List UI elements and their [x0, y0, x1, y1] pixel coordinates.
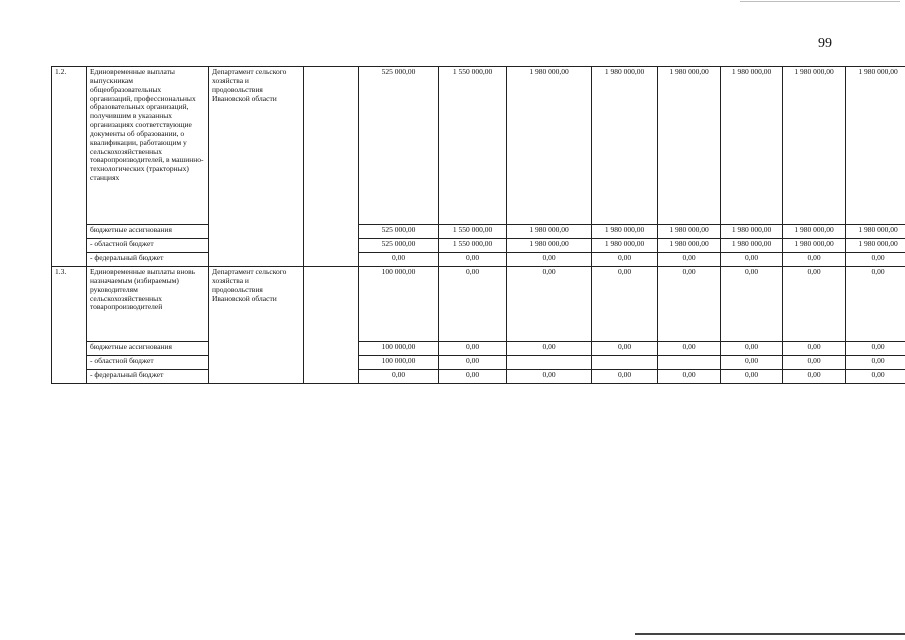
- subrow-label: бюджетные ассигнования: [87, 225, 209, 239]
- value-cell: 0,00: [507, 370, 592, 384]
- subrow-label: - областной бюджет: [87, 239, 209, 253]
- row-code: 1.2.: [52, 67, 87, 267]
- value-cell: 525 000,00: [359, 239, 439, 253]
- value-cell: 0,00: [658, 342, 721, 356]
- value-cell: 0,00: [846, 253, 905, 267]
- subrow-label: - федеральный бюджет: [87, 370, 209, 384]
- value-cell: 0,00: [439, 370, 507, 384]
- value-cell: 0,00: [846, 342, 905, 356]
- value-cell: 1 980 000,00: [721, 239, 783, 253]
- value-cell: [592, 356, 658, 370]
- value-cell: 1 980 000,00: [592, 225, 658, 239]
- value-cell: 1 550 000,00: [439, 67, 507, 225]
- value-cell: 0,00: [846, 267, 905, 342]
- value-cell: 0,00: [658, 267, 721, 342]
- row-name: Единовременные выплаты выпускникам общеобразовательных организаций, профессиональных образовательных организаций, получившим в указанных организациях соответствующие документы об образовании, о квалификации, работающим у сельскохозяйственных товаропроизводителей, в машинно-технологических (тракторных) станциях: [87, 67, 209, 225]
- page-number: 99: [818, 36, 832, 51]
- row-name: Единовременные выплаты вновь назначаемым (избираемым) руководителям сельскохозяйственных товаропроизводителей: [87, 267, 209, 342]
- value-cell: 0,00: [721, 267, 783, 342]
- value-cell: 525 000,00: [359, 225, 439, 239]
- value-cell: 1 550 000,00: [439, 225, 507, 239]
- value-cell: 0,00: [846, 356, 905, 370]
- value-cell: 0,00: [721, 370, 783, 384]
- table-row-1-2: [52, 67, 905, 225]
- table-subrow: [52, 342, 905, 356]
- row-executor: Департамент сельского хозяйства и продовольствия Ивановской области: [209, 267, 304, 384]
- value-cell: 0,00: [658, 253, 721, 267]
- table-row-1-3: [52, 267, 905, 342]
- value-cell: 1 980 000,00: [592, 67, 658, 225]
- value-cell: 0,00: [783, 356, 846, 370]
- value-cell: 0,00: [846, 370, 905, 384]
- value-cell: 1 980 000,00: [507, 239, 592, 253]
- value-cell: 100 000,00: [359, 356, 439, 370]
- value-cell: 0,00: [359, 370, 439, 384]
- value-cell: 0,00: [359, 253, 439, 267]
- value-cell: 1 980 000,00: [721, 67, 783, 225]
- table-subrow: [52, 356, 905, 370]
- table-subrow: [52, 239, 905, 253]
- table-subrow: [52, 225, 905, 239]
- value-cell: 0,00: [507, 253, 592, 267]
- value-cell: 0,00: [783, 253, 846, 267]
- value-cell: 1 980 000,00: [846, 225, 905, 239]
- value-cell: 100 000,00: [359, 342, 439, 356]
- value-cell: 0,00: [592, 267, 658, 342]
- empty-cell: [304, 67, 359, 267]
- value-cell: [507, 356, 592, 370]
- value-cell: 0,00: [439, 356, 507, 370]
- value-cell: 1 980 000,00: [592, 239, 658, 253]
- empty-cell: [304, 267, 359, 384]
- value-cell: 0,00: [592, 370, 658, 384]
- value-cell: 0,00: [721, 253, 783, 267]
- value-cell: 0,00: [592, 342, 658, 356]
- value-cell: 1 980 000,00: [846, 67, 905, 225]
- value-cell: 1 550 000,00: [439, 239, 507, 253]
- value-cell: 1 980 000,00: [721, 225, 783, 239]
- value-cell: 1 980 000,00: [783, 67, 846, 225]
- table-subrow: [52, 370, 905, 384]
- subrow-label: бюджетные ассигнования: [87, 342, 209, 356]
- value-cell: 100 000,00: [359, 267, 439, 342]
- row-executor: Департамент сельского хозяйства и продовольствия Ивановской области: [209, 67, 304, 267]
- value-cell: 1 980 000,00: [783, 239, 846, 253]
- table-subrow: [52, 253, 905, 267]
- value-cell: 1 980 000,00: [507, 225, 592, 239]
- row-code: 1.3.: [52, 267, 87, 384]
- value-cell: 0,00: [439, 342, 507, 356]
- value-cell: 0,00: [439, 253, 507, 267]
- scan-line-bottom: [635, 633, 905, 635]
- value-cell: 0,00: [507, 342, 592, 356]
- value-cell: 0,00: [507, 267, 592, 342]
- value-cell: 0,00: [658, 370, 721, 384]
- value-cell: 1 980 000,00: [658, 239, 721, 253]
- scan-line-top: [740, 1, 900, 2]
- value-cell: [658, 356, 721, 370]
- value-cell: 0,00: [721, 356, 783, 370]
- value-cell: 0,00: [439, 267, 507, 342]
- value-cell: 1 980 000,00: [658, 225, 721, 239]
- value-cell: 1 980 000,00: [507, 67, 592, 225]
- value-cell: 1 980 000,00: [846, 239, 905, 253]
- value-cell: 1 980 000,00: [658, 67, 721, 225]
- value-cell: 0,00: [783, 342, 846, 356]
- value-cell: 0,00: [783, 267, 846, 342]
- subrow-label: - федеральный бюджет: [87, 253, 209, 267]
- value-cell: 0,00: [592, 253, 658, 267]
- value-cell: 525 000,00: [359, 67, 439, 225]
- value-cell: 1 980 000,00: [783, 225, 846, 239]
- value-cell: 0,00: [783, 370, 846, 384]
- value-cell: 0,00: [721, 342, 783, 356]
- budget-table: [51, 66, 905, 384]
- subrow-label: - областной бюджет: [87, 356, 209, 370]
